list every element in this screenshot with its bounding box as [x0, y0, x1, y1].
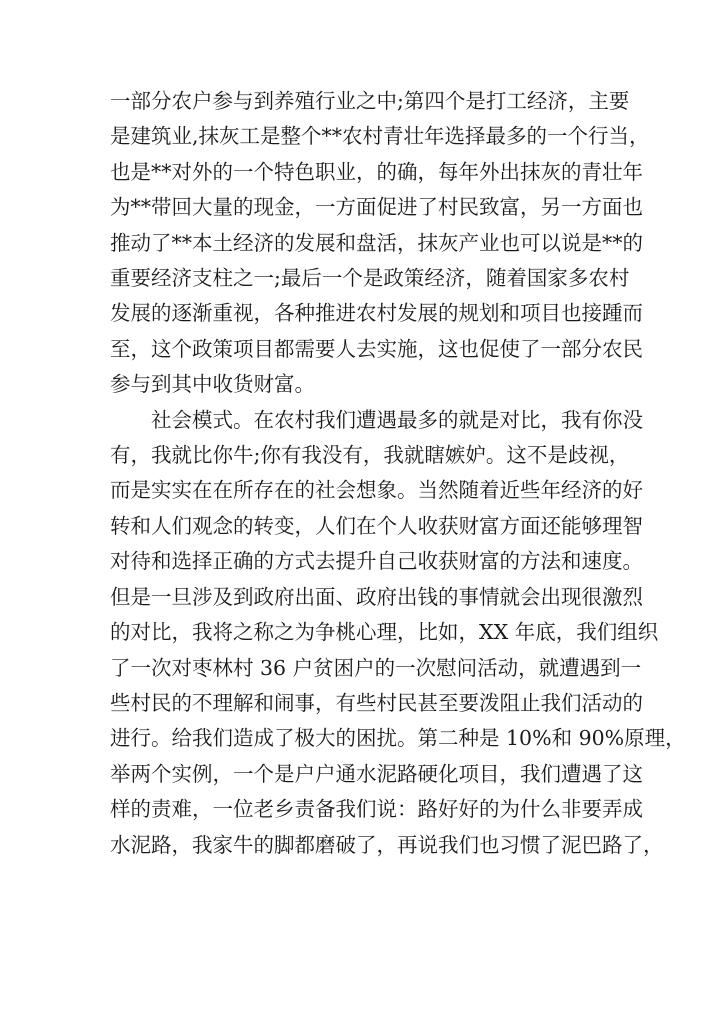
text-line: 至，这个政策项目都需要人去实施，这也促使了一部分农民: [110, 336, 643, 361]
paragraph-social-mode: [110, 403, 686, 863]
text-line: 为**带回大量的现金，一方面促进了村民致富，另一方面也: [110, 195, 643, 220]
text-line: 水泥路，我家牛的脚都磨破了，再说我们也习惯了泥巴路了，: [110, 832, 664, 857]
text-line: 重要经济支柱之一;最后一个是政策经济，随着国家多农村: [110, 266, 630, 291]
text-line: 参与到其中收货财富。: [110, 372, 315, 397]
text-line: 有，我就比你牛;你有我没有，我就瞎嫉妒。这不是歧视，: [110, 443, 630, 468]
text-line: 推动了**本土经济的发展和盘活，抹灰产业也可以说是**的: [110, 230, 643, 255]
text-line: 举两个实例，一个是户户通水泥路硬化项目，我们遭遇了这: [110, 761, 643, 786]
text-line: 但是一旦涉及到政府出面、政府出钱的事情就会出现很激烈: [110, 584, 643, 609]
body-text: [110, 84, 686, 863]
text-line: 些村民的不理解和闹事，有些村民甚至要泼阻止我们活动的: [110, 690, 643, 715]
text-line: 而是实实在在所存在的社会想象。当然随着近些年经济的好: [110, 478, 643, 503]
paragraph-economy: [110, 84, 650, 403]
text-line: 社会模式。在农村我们遭遇最多的就是对比，我有你没: [151, 407, 643, 432]
text-line: 发展的逐渐重视，各种推进农村发展的规划和项目也接踵而: [110, 301, 643, 326]
text-line: 进行。给我们造成了极大的困扰。第二种是 10%和 90%原理，: [110, 726, 686, 751]
text-line: 的对比，我将之称之为争桃心理，比如，XX 年底，我们组织: [110, 620, 659, 645]
text-line: 样的责难，一位老乡责备我们说：路好好的为什么非要弄成: [110, 797, 643, 822]
text-line: 对待和选择正确的方式去提升自己收获财富的方法和速度。: [110, 549, 643, 574]
text-line: 是建筑业,抹灰工是整个**农村青壮年选择最多的一个行当，: [110, 124, 650, 149]
text-line: 了一次对枣林村 36 户贫困户的一次慰问活动，就遭遇到一: [110, 655, 642, 680]
text-line: 转和人们观念的转变，人们在个人收获财富方面还能够理智: [110, 513, 643, 538]
text-line: 一部分农户参与到养殖行业之中;第四个是打工经济，主要: [110, 89, 630, 113]
text-line: 也是**对外的一个特色职业，的确，每年外出抹灰的青壮年: [110, 159, 643, 184]
